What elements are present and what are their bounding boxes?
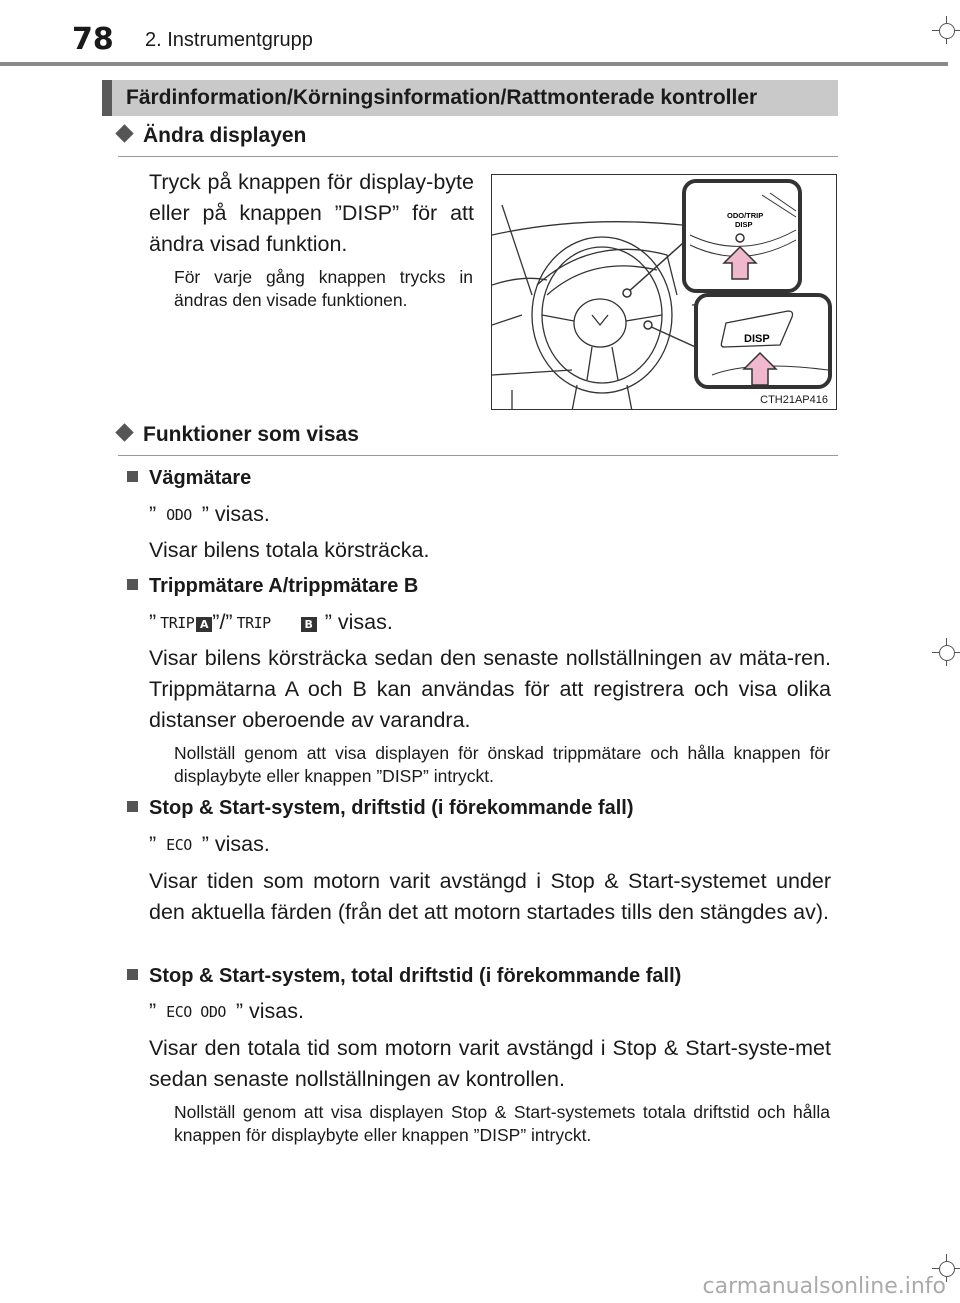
- odo-display-code: ODO: [166, 506, 192, 524]
- heading-change-display: Ändra displayen: [118, 124, 306, 148]
- header-rule: [0, 62, 948, 66]
- item-stop-start-total-display: ” ECO ODO ” visas.: [149, 996, 304, 1028]
- change-display-body: Tryck på knappen för display-byte eller på knappen ”DISP” för att ändra visad funktion.: [149, 170, 474, 256]
- chapter-title: 2. Instrumentgrupp: [145, 29, 313, 51]
- item-stop-start-desc: Visar tiden som motorn varit avstängd i Stop & Start-systemet under den aktuella färden (från det att motorn startades tills den stängdes av).: [149, 869, 831, 924]
- steering-wheel-drawing: [492, 175, 837, 410]
- item-stop-start-title: Stop & Start-system, driftstid (i förekommande fall): [127, 797, 634, 820]
- item-odometer-display: ” ODO ” visas.: [149, 499, 270, 531]
- eco-odo-display-code: ECO ODO: [166, 1003, 226, 1021]
- trip-b-display-code: TRIP: [236, 614, 271, 632]
- item-trip-title: Trippmätare A/trippmätare B: [127, 575, 418, 598]
- change-display-note: För varje gång knappen trycks in ändras den visade funktionen.: [174, 267, 473, 310]
- disp-button-label: DISP: [744, 333, 770, 345]
- heading-functions: Funktioner som visas: [118, 423, 359, 447]
- item-trip-note: Nollställ genom att visa displayen för önskad trippmätare och hålla knappen för displaybyte eller knappen ”DISP” intryckt.: [174, 743, 830, 786]
- item-trip-display: ” TRIP A ”/” TRIP B ” visas.: [149, 607, 393, 639]
- heading-rule: [118, 156, 838, 157]
- trip-a-display-code: TRIP: [160, 614, 195, 632]
- section-banner: [102, 80, 838, 116]
- figure-code: CTH21AP416: [760, 394, 828, 406]
- disp-small-label: DISP: [735, 220, 753, 229]
- item-odometer-title: Vägmätare: [127, 467, 251, 490]
- item-stop-start-total-desc: Visar den totala tid som motorn varit avstängd i Stop & Start-syste-met sedan senaste nollställningen av kontrollen.: [149, 1036, 831, 1091]
- item-stop-start-total-title: Stop & Start-system, total driftstid (i förekommande fall): [127, 965, 681, 988]
- diamond-bullet-icon: [115, 423, 133, 441]
- banner-title: Färdinformation/Körningsinformation/Rattmonterade kontroller: [126, 86, 758, 109]
- square-bullet-icon: [127, 471, 138, 482]
- square-bullet-icon: [127, 801, 138, 812]
- square-bullet-icon: [127, 969, 138, 980]
- item-stop-start-total-note: Nollställ genom att visa displayen Stop & Start-systemets totala driftstid och hålla knappen för displaybyte eller knappen ”DISP” intryckt.: [174, 1102, 830, 1145]
- item-stop-start-display: ” ECO ” visas.: [149, 829, 270, 861]
- page-number: 78: [72, 22, 114, 57]
- trip-a-badge: A: [196, 617, 212, 632]
- eco-display-code: ECO: [166, 836, 192, 854]
- watermark: carmanualsonline.info: [702, 1274, 946, 1299]
- square-bullet-icon: [127, 579, 138, 590]
- odo-trip-label: ODO/TRIP: [727, 211, 764, 220]
- steering-wheel-illustration: [491, 174, 837, 410]
- heading-rule: [118, 455, 838, 456]
- item-trip-desc: Visar bilens körsträcka sedan den senaste nollställningen av mäta-ren. Trippmätarna A och B kan användas för att registrera och visa olika distanser oberoende av varandra.: [149, 646, 831, 732]
- item-odometer-desc: Visar bilens totala körsträcka.: [149, 538, 430, 562]
- trip-b-badge: B: [301, 617, 317, 632]
- diamond-bullet-icon: [115, 124, 133, 142]
